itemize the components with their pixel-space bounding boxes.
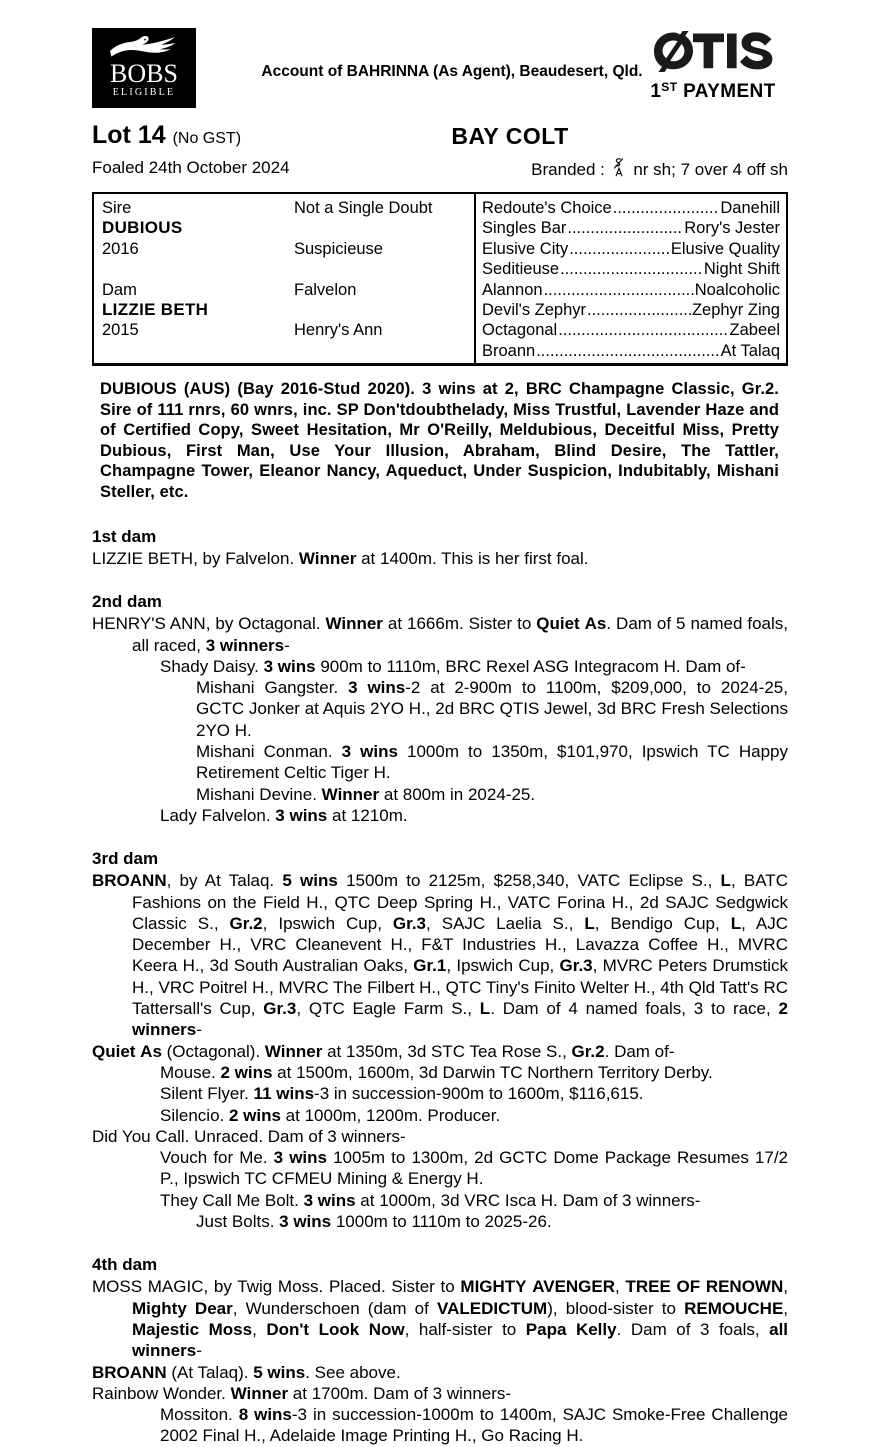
pedigree-spacer — [294, 300, 474, 320]
pedigree-col-2 — [294, 198, 474, 341]
dam-dam: Henry's Ann — [294, 321, 383, 340]
sire-name: DUBIOUS — [102, 218, 183, 238]
lot-number: Lot 14 (No GST) — [92, 121, 242, 149]
gp-value: Elusive Quality — [670, 239, 780, 258]
dot-leader — [558, 320, 728, 340]
third-dam-block — [92, 870, 788, 1232]
gp-name: Redoute's Choice — [482, 199, 612, 217]
sire-year: 2016 — [102, 239, 139, 258]
horse-head-icon — [105, 33, 183, 61]
lot-title-row — [92, 120, 788, 153]
dot-leader — [560, 259, 703, 279]
sire-label: Sire — [102, 199, 132, 217]
bobs-eligible-label: ELIGIBLE — [112, 87, 176, 98]
pedigree-gp-row — [482, 300, 780, 320]
gp-name: Broann — [482, 341, 536, 360]
pedigree-entry: BROANN, by At Talaq. 5 wins 1500m to 2125m, $258,340, VATC Eclipse S., L, BATC Fashions on the Field H., QTC Deep Spring H., VATC Forina H., 2d SAJC Sedgwick Classic S., Gr.2, Ipswich Cup, Gr.3, SAJC Laelia S., L, Bendigo Cup, L, AJC December H., VRC Cleanevent H., F&T Industries H., Lavazza Coffee H., MVRC Keera H., 3d South Australian Oaks, Gr.1, Ipswich Cup, Gr.3, MVRC Peters Drumstick H., VRC Poitrel H., MVRC The Filbert H., QTC Tiny's Finito Welter H., 4th Qld Tatt's RC Tattersall's Cup, Gr.3, QTC Eagle Farm S., L. Dam of 4 named foals, 3 to race, 2 winners- — [92, 871, 788, 1040]
dot-leader — [569, 239, 670, 259]
gst-note: (No GST) — [172, 130, 242, 147]
otis-payment-label: 1ST PAYMENT — [650, 80, 776, 102]
foaled-branded-row — [92, 157, 788, 183]
gp-value: Danehill — [720, 199, 780, 217]
fourth-dam-heading: 4th dam — [92, 1255, 158, 1275]
bobs-eligible-logo — [92, 28, 196, 108]
pedigree-entry: Rainbow Wonder. Winner at 1700m. Dam of 3 winners- — [92, 1383, 512, 1403]
foaled-date: Foaled 24th October 2024 — [92, 158, 290, 177]
first-dam-block — [92, 548, 788, 569]
pedigree-spacer — [294, 218, 474, 238]
second-dam-block — [92, 613, 788, 826]
pedigree-entry: MOSS MAGIC, by Twig Moss. Placed. Sister to MIGHTY AVENGER, TREE OF RENOWN, Mighty Dear, Wunderschoen (dam of VALEDICTUM), blood-sister to REMOUCHE, Majestic Moss, Don't Look Now, half-sister to Papa Kelly. Dam of 3 foals, all winners- — [92, 1277, 789, 1361]
gp-value: Night Shift — [703, 260, 780, 279]
dam-sire: Falvelon — [294, 280, 357, 299]
pedigree-entry: Silencio. 2 wins at 1000m, 1200m. Producer. — [160, 1105, 501, 1125]
pedigree-gp-row — [482, 280, 780, 300]
gp-name: Seditieuse — [482, 260, 560, 279]
pedigree-gp-row — [482, 259, 780, 279]
fourth-dam-block — [92, 1276, 788, 1446]
pedigree-spacer — [102, 259, 302, 279]
catalogue-page — [0, 24, 871, 1446]
pedigree-col-1 — [102, 198, 302, 341]
pedigree-gp-row — [482, 239, 780, 259]
branded-description: Branded : nr sh; 7 over 4 off sh — [531, 157, 788, 181]
bobs-wordmark: BOBS — [110, 59, 178, 88]
pedigree-entry: Did You Call. Unraced. Dam of 3 winners- — [92, 1126, 406, 1146]
pedigree-entry: BROANN (At Talaq). 5 wins. See above. — [92, 1362, 401, 1382]
pedigree-spacer — [294, 259, 474, 279]
gp-name: Octagonal — [482, 321, 558, 340]
pedigree-entry: LIZZIE BETH, by Falvelon. Winner at 1400m. This is her first foal. — [92, 549, 589, 568]
dam-label: Dam — [102, 280, 137, 299]
pedigree-gp-row — [482, 341, 780, 361]
gp-value: Noalcoholic — [694, 280, 780, 299]
gp-value: At Talaq — [720, 341, 780, 360]
dot-leader — [587, 300, 691, 320]
pedigree-entry: Mossiton. 8 wins-3 in succession-1000m to 1400m, SAJC Smoke-Free Challenge 2002 Final H., Adelaide Image Printing H., Go Racing H. — [160, 1405, 788, 1446]
dot-leader — [613, 198, 720, 218]
page-header — [92, 24, 788, 120]
pedigree-entry: Silent Flyer. 11 wins-3 in succession-900m to 1600m, $116,615. — [160, 1084, 644, 1104]
pedigree-entry: Vouch for Me. 3 wins 1005m to 1300m, 2d GCTC Dome Package Resumes 17/2 P., Ipswich TC CFMEU Mining & Energy H. — [160, 1148, 788, 1189]
pedigree-table — [92, 192, 788, 366]
stud-brand-icon — [611, 157, 628, 178]
gp-name: Devil's Zephyr — [482, 301, 587, 320]
pedigree-text-body — [92, 526, 788, 1447]
dot-leader — [544, 280, 694, 300]
pedigree-entry: HENRY'S ANN, by Octagonal. Winner at 1666m. Sister to Quiet As. Dam of 5 named foals, all raced, 3 winners- — [92, 614, 789, 655]
dam-name: LIZZIE BETH — [102, 300, 209, 320]
gp-value: Zephyr Zing — [691, 301, 780, 320]
otis-wordmark-icon — [652, 30, 774, 76]
pedigree-entry: Mishani Gangster. 3 wins-2 at 2-900m to 1100m, $209,000, to 2024-25, GCTC Jonker at Aquis 2YO H., 2d BRC QTIS Jewel, 3d BRC Fresh Selections 2YO H. — [196, 678, 788, 740]
gp-name: Elusive City — [482, 239, 569, 258]
sire-dam: Suspicieuse — [294, 239, 383, 258]
pedigree-gp-row — [482, 320, 780, 340]
otis-1st-payment-logo — [638, 30, 788, 102]
gp-name: Alannon — [482, 280, 543, 299]
pedigree-entry: Quiet As (Octagonal). Winner at 1350m, 3d STC Tea Rose S., Gr.2. Dam of- — [92, 1041, 675, 1061]
pedigree-gp-row — [482, 198, 780, 218]
dam-year: 2015 — [102, 321, 139, 340]
pedigree-entry: Just Bolts. 3 wins 1000m to 1110m to 2025-26. — [196, 1212, 552, 1232]
pedigree-entry: Mishani Devine. Winner at 800m in 2024-25. — [196, 784, 536, 804]
pedigree-gp-row — [482, 218, 780, 238]
account-of-vendor: Account of BAHRINNA (As Agent), Beaudesert, Qld. — [261, 63, 643, 80]
gp-name: Singles Bar — [482, 219, 567, 238]
second-dam-heading: 2nd dam — [92, 592, 162, 612]
gp-value: Rory's Jester — [684, 219, 780, 238]
pedigree-entry: Mishani Conman. 3 wins 1000m to 1350m, $101,970, Ipswich TC Happy Retirement Celtic Tiger H. — [196, 742, 788, 783]
sire-summary-paragraph: DUBIOUS (AUS) (Bay 2016-Stud 2020). 3 wins at 2, BRC Champagne Classic, Gr.2. Sire of 111 rnrs, 60 wnrs, inc. SP Don'tdoubthelady, Miss Trustful, Lavender Haze and of Certified Copy, Sweet Hesitation, Mr O'Reilly, Meldubious, Deceitful Miss, Pretty Dubious, First Man, Use Your Illusion, Abraham, Blind Desire, The Tattler, Champagne Tower, Eleanor Nancy, Aqueduct, Under Suspicion, Indubitably, Mishani Steller, etc. — [100, 380, 779, 501]
sire-sire: Not a Single Doubt — [294, 199, 433, 217]
pedigree-entry: They Call Me Bolt. 3 wins at 1000m, 3d VRC Isca H. Dam of 3 winners- — [160, 1190, 701, 1210]
dot-leader — [536, 341, 719, 361]
third-dam-heading: 3rd dam — [92, 849, 159, 869]
pedigree-col-3 — [482, 198, 780, 361]
dot-leader — [567, 218, 683, 238]
pedigree-entry: Lady Falvelon. 3 wins at 1210m. — [160, 805, 408, 825]
pedigree-entry: Shady Daisy. 3 wins 900m to 1110m, BRC Rexel ASG Integracom H. Dam of- — [160, 656, 746, 676]
pedigree-entry: Mouse. 2 wins at 1500m, 1600m, 3d Darwin TC Northern Territory Derby. — [160, 1062, 713, 1082]
first-dam-heading: 1st dam — [92, 527, 157, 546]
colour-and-sex: BAY COLT — [451, 123, 569, 149]
gp-value: Zabeel — [729, 321, 780, 340]
